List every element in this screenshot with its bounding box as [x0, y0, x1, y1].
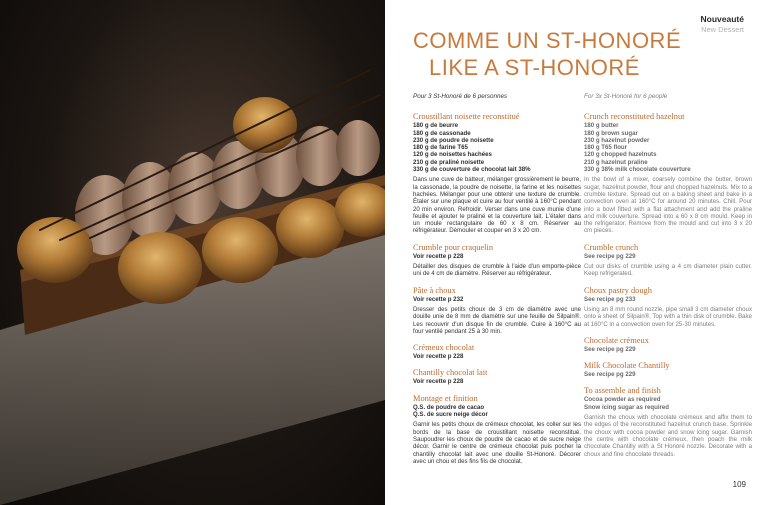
ingredient-line: See recipe pg 229 [584, 252, 636, 260]
ingredient-line: 180 g de cassonade [413, 129, 471, 137]
ingredient-line: 330 g de couverture de chocolat lait 38% [413, 166, 531, 174]
ingredient-line: 210 g hazelnut praline [584, 158, 648, 166]
ingredient-line: 230 g hazelnut powder [584, 136, 650, 144]
ingredient-line: Voir recette p 228 [413, 378, 464, 386]
recipe-section [584, 336, 752, 353]
method-text: Détailler des disques de crumble à l'aide d'un emporte-pièce uni de 4 cm de diamètre. Réserver au réfrigérateur. [413, 263, 581, 278]
section-title: Crumble pour craquelin [413, 242, 494, 252]
recipe-section [584, 361, 752, 378]
method-text: Using an 8 mm round nozzle, pipe small 3 cm diameter choux onto a sheet of Silpain®. Top with a thin disk of crumble. Bake at 160°C in a convection oven for 25-30 minutes. [584, 305, 752, 328]
section-title: Crémeux chocolat [413, 343, 475, 353]
ingredient-line: 210 g de praliné noisette [413, 158, 485, 166]
section-title: Milk Chocolate Chantilly [584, 361, 670, 371]
ingredient-line: 120 g chopped hazelnuts [584, 151, 657, 159]
ingredient-line: 180 g de beurre [413, 122, 459, 130]
ingredient-line: See recipe pg 233 [584, 295, 636, 303]
method-text: In the bowl of a mixer, coarsely combine the butter, brown sugar, hazelnut powder, flour and chopped hazelnuts. Mix to a crumble texture. Spread out on a baking sheet and bake in a convection oven at 160°C for around 20 minutes. Chill. Pour into a bowl fitted with a flat attachment and add the praline and milk couverture. Spread into a 60 x 8 cm mould. Keep in the refrigerator. Remove from the mould and cut into 3 x 20 cm pieces. [584, 176, 752, 235]
recipe-section [584, 112, 752, 234]
recipe-section [584, 386, 752, 457]
ingredient-line: Q.S. de sucre neige décor [413, 411, 488, 419]
section-title: Crumble crunch [584, 242, 639, 252]
method-text: Cut out disks of crumble using a 4 cm diameter plain cutter. Keep refrigerated. [584, 263, 752, 278]
ingredient-line: 120 g de noisettes hachées [413, 151, 492, 159]
recipe-section [413, 368, 581, 385]
page-number: 109 [732, 480, 746, 489]
ingredient-line: 180 g de farine T65 [413, 144, 468, 152]
method-text: Garnir les petits choux de crémeux chocolat, les coller sur les bords de la base de croustillant noisette reconstitué. Saupoudrer les choux de poudre de cacao et de sucre neige décor. Garnir le centre de crémeux chocolat puis pocher la chantilly chocolat lait avec une douille St-Honoré. Décorer avec un chou et des fins fils de chocolat. [413, 421, 581, 465]
section-label: Nouveauté [700, 14, 744, 24]
ingredient-line: Voir recette p 228 [413, 252, 464, 260]
recipe-page [385, 0, 770, 505]
recipe-section [584, 286, 752, 328]
section-title: Crunch reconstituted hazelnut [584, 112, 685, 122]
ingredient-line: Q.S. de poudre de cacao [413, 403, 485, 411]
recipe-section [413, 394, 581, 465]
section-title: Choux pastry dough [584, 285, 652, 295]
recipe-section [413, 112, 581, 234]
english-recipe-column [584, 93, 752, 458]
servings-en: For 3x St-Honoré for 6 people [584, 93, 668, 100]
servings-fr: Pour 3 St-Honoré de 6 personnes [413, 93, 508, 100]
recipe-section [413, 286, 581, 335]
method-text: Garnish the choux with chocolate crémeux and affix them to the edges of the reconstituted hazelnut crunch base. Sprinkle the choux with cocoa powder and snow icing sugar. Garnish the centre with chocolate crémeux, then poach the milk chocolate Chantilly with a St Honoré nozzle. Decorate with a choux and fine chocolate threads. [584, 414, 752, 458]
section-title: Pâte à choux [413, 285, 456, 295]
recipe-section [413, 243, 581, 278]
recipe-section [413, 343, 581, 360]
page-title-en: LIKE A ST-HONORÉ [429, 55, 640, 80]
section-title: Montage et finition [413, 393, 478, 403]
ingredient-line: Cocoa powder as required [584, 396, 661, 404]
ingredient-line: 330 g 38% milk chocolate couverture [584, 166, 691, 174]
ingredient-line: 180 g brown sugar [584, 129, 638, 137]
method-text: Dresser des petits choux de 3 cm de diamètre avec une douille unie de 8 mm de diamètre sur une feuille de Silpain®. Les recouvrir d'un disque fin de crumble. Cuire à 160°C au four ventilé pendant 25 à 30 min. [413, 305, 581, 335]
section-title: Chocolate crémeux [584, 335, 649, 345]
french-recipe-column [413, 93, 581, 465]
ingredient-line: See recipe pg 229 [584, 371, 636, 379]
ingredient-line: Voir recette p 228 [413, 353, 464, 361]
ingredient-line: Snow icing sugar as required [584, 403, 669, 411]
ingredient-line: See recipe pg 229 [584, 345, 636, 353]
ingredient-line: 230 g de poudre de noisette [413, 136, 494, 144]
ingredient-line: 180 g butter [584, 122, 619, 130]
ingredient-line: 180 g T65 flour [584, 144, 628, 152]
recipe-section [584, 243, 752, 278]
section-title: Chantilly chocolat lait [413, 368, 488, 378]
method-text: Dans une cuve de batteur, mélanger grossièrement le beurre, la cassonade, la poudre de noisette, la farine et les noisettes hachées. Mélanger pour une obtenir une texture de crumble. Étaler sur une plaque et cuire au four ventilé à 160°C pendant 20 min environ. Refroidir. Verser dans une cuve munie d'une feuille et ajouter le praliné et la couverture lait. L'étaler dans un moule rectangulaire de 60 x 8 cm. Réserver au réfrigérateur. Démouler et couper en 3 x 20 cm. [413, 176, 581, 235]
section-label-en: New Dessert [701, 25, 744, 34]
ingredient-line: Voir recette p 232 [413, 295, 464, 303]
section-title: Croustillant noisette reconstitué [413, 112, 520, 122]
section-title: To assemble and finish [584, 386, 661, 396]
page-title-fr: COMME UN ST-HONORÉ [413, 28, 682, 53]
